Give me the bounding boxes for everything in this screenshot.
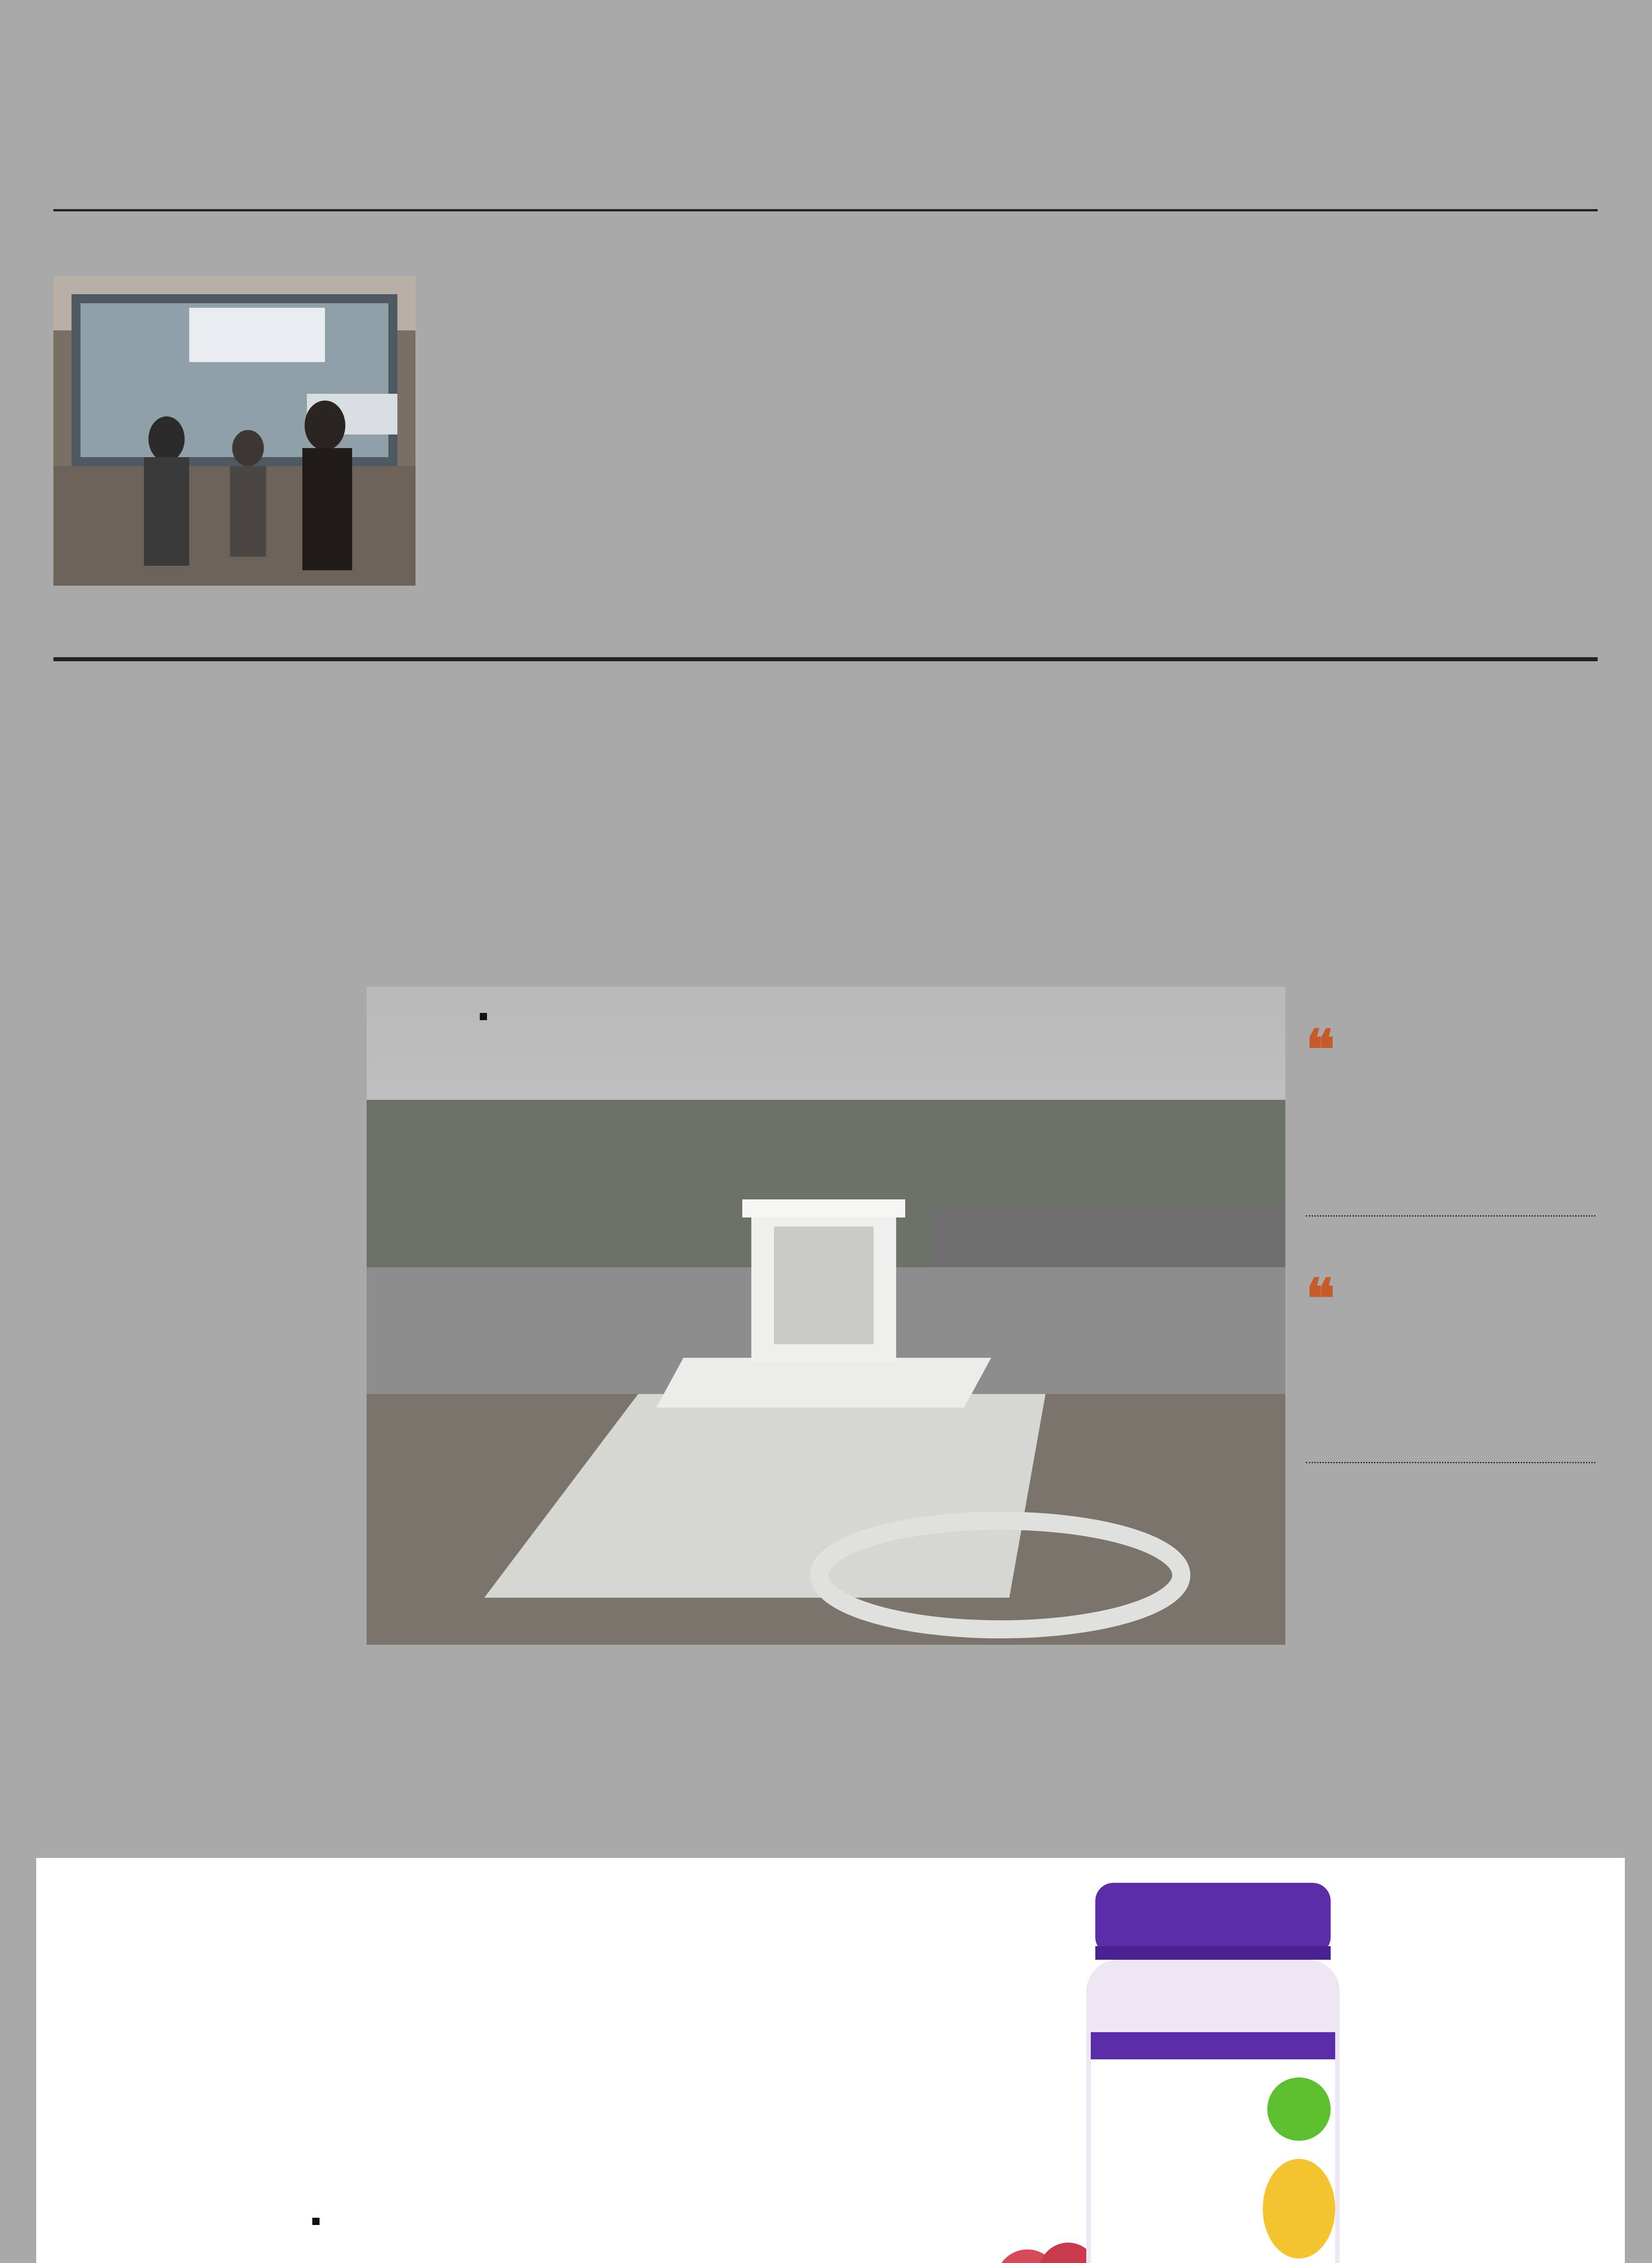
header-rule [53, 209, 1598, 211]
story2-deck-dot [480, 1013, 487, 1020]
quote-mark-icon: ❝ [1306, 1018, 1335, 1082]
story-divider [53, 657, 1598, 661]
baquedano-photo [367, 987, 1285, 1645]
quote-divider [1306, 1215, 1595, 1217]
quote-divider [1306, 1462, 1595, 1463]
melatonin-jar-image [973, 1883, 1426, 2263]
story2-left-column [53, 760, 343, 771]
story3-deck-dot [312, 2218, 320, 2225]
quote-mark-icon: ❝ [1306, 1267, 1335, 1331]
mall-photo [53, 276, 415, 586]
